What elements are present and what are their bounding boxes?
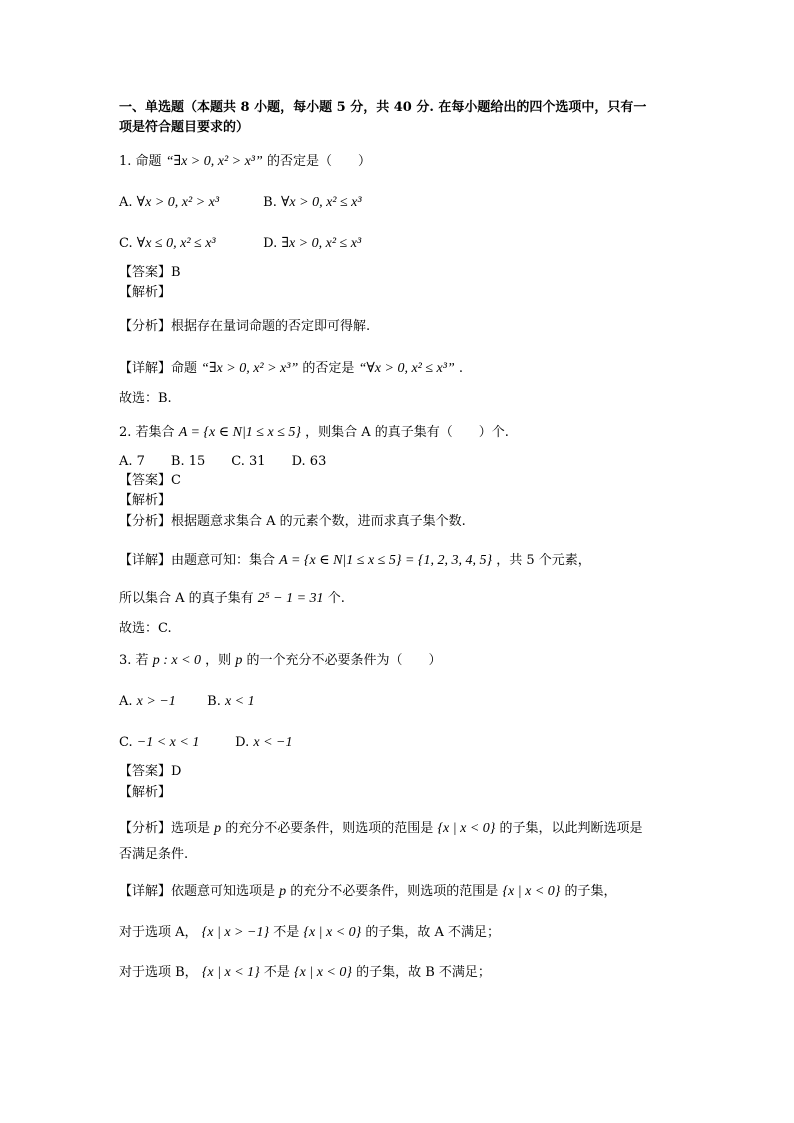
q3-check-b-set2: {x | x < 0} <box>294 965 352 980</box>
q3-detail-mid: 的充分不必要条件，则选项的范围是 <box>290 884 499 899</box>
q3-stem-p: p <box>235 653 243 668</box>
q3-fenxi-p: p <box>214 821 222 836</box>
q3-stem-math: p : x < 0 <box>152 653 202 668</box>
q3-detail-set: {x | x < 0} <box>502 884 561 899</box>
q3-options-cd <box>119 734 292 752</box>
q2-fenxi: 【分析】根据题意求集合 A 的元素个数，进而求真子集个数. <box>119 514 466 529</box>
section-heading-line2: 项是符合题目要求的） <box>119 120 250 135</box>
q3-option-c <box>119 734 231 752</box>
q1-stem-pre: 1. 命题 <box>119 154 162 169</box>
q3-check-a-pre: 对于选项 A， <box>119 925 198 940</box>
q1-options-ab <box>119 194 362 212</box>
q1-stem <box>119 153 371 171</box>
q3-check-a <box>119 924 500 942</box>
q2-stem-math: A = {x ∈ N|1 ≤ x ≤ 5} <box>178 425 301 440</box>
q1-option-c <box>119 235 259 253</box>
q3-stem <box>119 652 441 670</box>
q3-fenxi-mid: 的充分不必要条件，则选项的范围是 <box>225 821 434 836</box>
q1-option-a-math: ∀x > 0, x² > x³ <box>136 195 220 210</box>
q3-stem-post: 的一个充分不必要条件为（ ） <box>246 653 442 668</box>
q3-fenxi-pre: 【分析】选项是 <box>119 821 211 836</box>
q1-option-d-math: ∃x > 0, x² ≤ x³ <box>281 236 362 251</box>
q2-detail-math: A = {x ∈ N|1 ≤ x ≤ 5} = {1, 2, 3, 4, 5} <box>279 553 493 568</box>
q1-stem-post: 的否定是（ ） <box>266 154 371 169</box>
q3-option-a-label: A. <box>119 694 133 709</box>
q2-so-pre: 所以集合 A 的真子集有 <box>119 591 254 606</box>
q1-option-d <box>263 235 361 253</box>
q1-detail-math1: “∃x > 0, x² > x³” <box>201 361 299 376</box>
q3-option-b <box>207 693 255 711</box>
q3-fenxi-set: {x | x < 0} <box>437 821 496 836</box>
q3-option-d-math: x < −1 <box>253 735 293 750</box>
q1-option-c-math: ∀x ≤ 0, x² ≤ x³ <box>136 236 216 251</box>
q3-answer: 【答案】D <box>119 764 182 779</box>
q3-check-b-set: {x | x < 1} <box>201 965 260 980</box>
q1-option-d-label: D. <box>263 236 278 251</box>
q1-detail <box>119 360 463 378</box>
q3-check-b <box>119 964 491 982</box>
q1-choose: 故选：B. <box>119 391 172 406</box>
q3-stem-mid: ，则 <box>205 653 232 668</box>
q3-detail-post: 的子集， <box>564 884 617 899</box>
q3-option-c-math: −1 < x < 1 <box>136 735 200 750</box>
q2-detail-pre: 【详解】由题意可知：集合 <box>119 553 276 568</box>
q2-so-math: 2⁵ − 1 = 31 <box>257 591 324 606</box>
q2-so <box>119 590 345 608</box>
q3-check-b-pre: 对于选项 B， <box>119 965 198 980</box>
q1-option-b <box>263 194 361 212</box>
q1-analysis-head: 【解析】 <box>119 285 172 300</box>
q3-check-a-set2: {x | x < 0} <box>303 925 362 940</box>
q2-analysis-head: 【解析】 <box>119 493 172 508</box>
q3-detail-p: p <box>279 884 287 899</box>
q1-detail-pre: 【详解】命题 <box>119 361 198 376</box>
q1-detail-math2: “∀x > 0, x² ≤ x³” <box>358 361 455 376</box>
q1-options-cd <box>119 235 361 253</box>
q3-fenxi <box>119 820 643 838</box>
section-heading-line1: 一、单选题（本题共 8 小题，每小题 5 分，共 40 分. 在每小题给出的四个选项中，只有一 <box>119 100 647 115</box>
q3-detail-pre: 【详解】依题意可知选项是 <box>119 884 276 899</box>
q2-options: A. 7 B. 15 C. 31 D. 63 <box>119 454 327 469</box>
q2-detail-post: ，共 5 个元素， <box>496 553 591 568</box>
q1-stem-math: “∃x > 0, x² > x³” <box>165 154 263 169</box>
q3-option-a <box>119 693 203 711</box>
q2-answer: 【答案】C <box>119 473 181 488</box>
q3-check-b-post: 的子集，故 B 不满足； <box>356 965 491 980</box>
q3-analysis-head: 【解析】 <box>119 785 172 800</box>
q2-stem <box>119 424 509 442</box>
q2-stem-pre: 2. 若集合 <box>119 425 175 440</box>
q1-option-b-label: B. <box>263 195 277 210</box>
q3-option-d <box>235 734 292 752</box>
q3-option-c-label: C. <box>119 735 133 750</box>
q3-options-ab <box>119 693 255 711</box>
q3-option-d-label: D. <box>235 735 250 750</box>
q3-check-a-set: {x | x > −1} <box>201 925 270 940</box>
q2-choose: 故选：C. <box>119 621 172 636</box>
q3-detail <box>119 883 617 901</box>
q3-stem-pre: 3. 若 <box>119 653 149 668</box>
q3-fenxi-post: 的子集，以此判断选项是 <box>499 821 643 836</box>
q1-detail-post: . <box>458 361 464 376</box>
q3-option-b-label: B. <box>207 694 221 709</box>
q2-so-post: 个. <box>327 591 345 606</box>
q3-check-a-post: 的子集，故 A 不满足； <box>365 925 501 940</box>
q1-option-a-label: A. <box>119 195 133 210</box>
q2-stem-post: ，则集合 A 的真子集有（ ）个. <box>305 425 509 440</box>
q1-option-c-label: C. <box>119 236 133 251</box>
q2-detail <box>119 552 591 570</box>
q3-option-b-math: x < 1 <box>224 694 255 709</box>
q3-option-a-math: x > −1 <box>136 694 176 709</box>
q1-detail-mid: 的否定是 <box>302 361 355 376</box>
q3-check-a-mid: 不是 <box>273 925 300 940</box>
q1-answer: 【答案】B <box>119 265 181 280</box>
q1-option-b-math: ∀x > 0, x² ≤ x³ <box>280 195 362 210</box>
q1-fenxi: 【分析】根据存在量词命题的否定即可得解. <box>119 319 371 334</box>
q3-check-b-mid: 不是 <box>263 965 290 980</box>
q1-option-a <box>119 194 259 212</box>
q3-fenxi-line2: 否满足条件. <box>119 847 189 862</box>
